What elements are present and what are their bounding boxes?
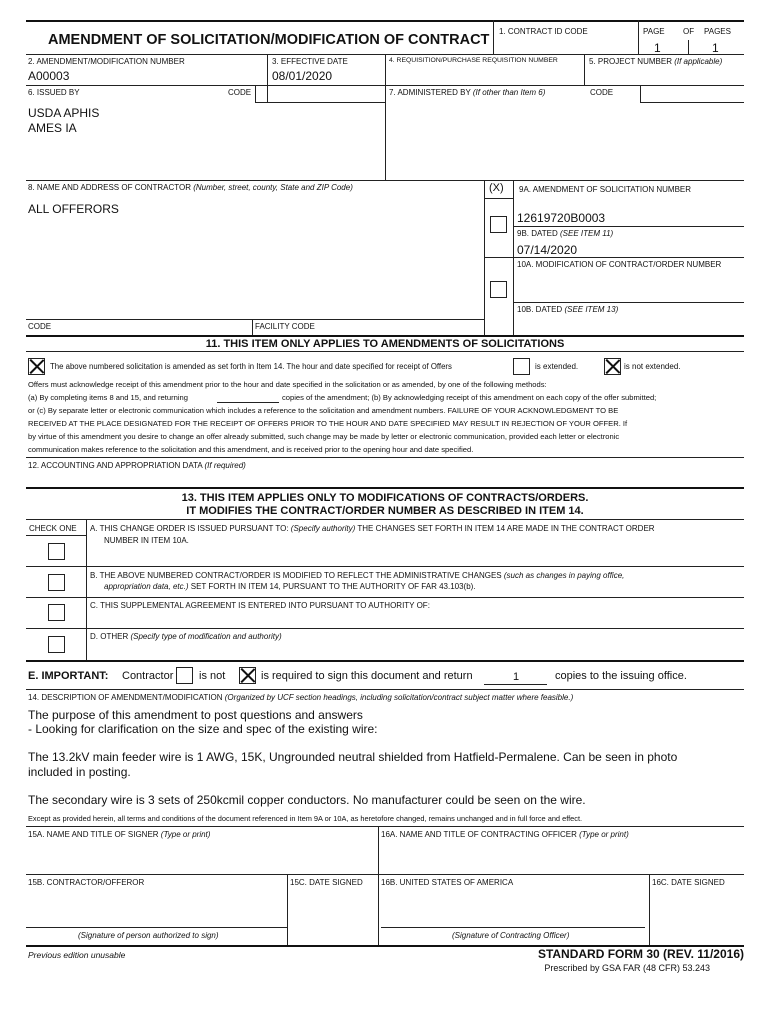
is-not-text: is not <box>199 670 226 682</box>
page-label: PAGE <box>643 27 665 36</box>
signer-name-note: (Type or print) <box>160 830 211 839</box>
amendment-checkbox[interactable] <box>490 216 507 233</box>
option-b-text: B. THE ABOVE NUMBERED CONTRACT/ORDER IS MODIFIED TO REFLECT THE ADMINISTRATIVE CHANGES <box>90 571 502 580</box>
description-line-2[interactable]: - Looking for clarification on the size and spec of the existing wire: <box>28 722 378 736</box>
dated-10b-note: (SEE ITEM 13) <box>564 305 619 314</box>
project-number-note: (If applicable) <box>674 57 723 66</box>
row-line <box>26 826 744 827</box>
divider <box>255 85 256 102</box>
option-d-text: D. OTHER <box>90 632 129 641</box>
divider <box>287 874 288 946</box>
modification-checkbox[interactable] <box>490 281 507 298</box>
row-line <box>513 302 744 303</box>
description-line-1[interactable]: The purpose of this amendment to post questions and answers <box>28 708 363 722</box>
row-line <box>26 689 744 690</box>
contractor-date-label: 15C. DATE SIGNED <box>290 878 363 887</box>
option-c-checkbox[interactable] <box>48 604 65 621</box>
row-line <box>26 628 744 629</box>
row-line <box>640 102 744 103</box>
section-11-paragraph-5: by virtue of this amendment you desire to change an offer already submitted, such change may be made by letter or electronic communication, provided each letter or electronic <box>28 432 620 441</box>
of-label: OF <box>683 27 695 36</box>
row-line <box>26 351 744 352</box>
option-a-checkbox[interactable] <box>48 543 65 560</box>
issued-by-code-label: CODE <box>228 88 252 97</box>
description-label: 14. DESCRIPTION OF AMENDMENT/MODIFICATION <box>28 693 223 702</box>
contractor-note: (Number, street, county, State and ZIP Code) <box>193 183 353 192</box>
not-extended-label: is not extended. <box>624 362 681 371</box>
signer-name-label: 15A. NAME AND TITLE OF SIGNER <box>28 830 159 839</box>
option-d-note: (Specify type of modification and authority) <box>130 632 282 641</box>
contractor-signature-line[interactable] <box>26 927 287 928</box>
is-required-checkbox-checked[interactable] <box>239 667 256 684</box>
divider <box>513 180 514 336</box>
section-11-paragraph-2b: copies of the amendment; (b) By acknowledging receipt of this amendment on each copy of the offer submitted; <box>282 393 657 402</box>
section-13-heading-1: 13. THIS ITEM APPLIES ONLY TO MODIFICATIONS OF CONTRACTS/ORDERS. <box>181 492 589 504</box>
row-line <box>26 597 744 598</box>
contractor-signature-caption: (Signature of person authorized to sign) <box>78 931 219 940</box>
officer-name-note: (Type or print) <box>579 830 629 839</box>
administered-code-label: CODE <box>590 88 614 97</box>
code-label: CODE <box>28 322 52 331</box>
divider <box>252 319 253 336</box>
officer-name-label: 16A. NAME AND TITLE OF CONTRACTING OFFICER <box>381 830 577 839</box>
project-number-label: 5. PROJECT NUMBER <box>589 57 672 66</box>
previous-edition-note: Previous edition unusable <box>28 950 126 960</box>
row-line <box>484 198 513 199</box>
solicitation-number[interactable]: 12619720B0003 <box>517 211 606 225</box>
amendment-number-label: 2. AMENDMENT/MODIFICATION NUMBER <box>28 57 185 66</box>
row-line <box>255 102 385 103</box>
option-b-checkbox[interactable] <box>48 574 65 591</box>
united-states-label: 16B. UNITED STATES OF AMERICA <box>381 878 514 887</box>
not-extended-checkbox-checked[interactable] <box>604 358 621 375</box>
copies-underline <box>484 684 547 685</box>
section-11-paragraph-1: Offers must acknowledge receipt of this amendment prior to the hour and date specified in the solicitation or as amended, by one of the following methods: <box>28 380 547 389</box>
officer-date-label: 16C. DATE SIGNED <box>652 878 725 887</box>
is-required-text: is required to sign this document and return <box>261 670 473 682</box>
contract-id-label: 1. CONTRACT ID CODE <box>499 27 588 36</box>
divider <box>638 20 639 54</box>
copies-blank[interactable] <box>217 402 279 403</box>
section-13-heading-2: IT MODIFIES THE CONTRACT/ORDER NUMBER AS DESCRIBED IN ITEM 14. <box>186 505 584 517</box>
divider <box>649 874 650 946</box>
option-c-text: C. THIS SUPPLEMENTAL AGREEMENT IS ENTERED INTO PURSUANT TO AUTHORITY OF: <box>90 601 430 610</box>
divider <box>385 54 386 180</box>
row-line <box>26 566 744 567</box>
copies-text: copies to the issuing office. <box>555 670 687 682</box>
row-line <box>26 519 744 520</box>
description-line-4[interactable]: included in posting. <box>28 765 131 779</box>
contractor-text: Contractor <box>122 670 174 682</box>
amendment-number[interactable]: A00003 <box>28 69 70 83</box>
row-line <box>26 457 744 458</box>
section-11-heading: 11. THIS ITEM ONLY APPLIES TO AMENDMENTS OF SOLICITATIONS <box>205 338 565 350</box>
section-border <box>26 335 744 337</box>
extended-checkbox[interactable] <box>513 358 530 375</box>
option-a-rest: THE CHANGES SET FORTH IN ITEM 14 ARE MADE IN THE CONTRACT ORDER <box>357 524 655 533</box>
description-line-3[interactable]: The 13.2kV main feeder wire is 1 AWG, 15K, Ungrounded neutral shielded from Hatfield-Permalene. Can be seen in photo <box>28 750 678 764</box>
x-column-header: (X) <box>489 182 504 194</box>
row-line <box>26 535 86 536</box>
accounting-note: (If required) <box>204 461 246 470</box>
divider <box>688 40 689 54</box>
option-a-text-2: NUMBER IN ITEM 10A. <box>104 536 189 545</box>
issued-by-line2[interactable]: AMES IA <box>28 121 77 135</box>
row-line <box>513 226 744 227</box>
dated-9b-note: (SEE ITEM 11) <box>559 229 614 238</box>
section-11-paragraph-3: or (c) By separate letter or electronic communication which includes a reference to the solicitation and amendment numbers. FAILURE OF YOUR ACKNOWLEDGMENT TO BE <box>28 406 619 415</box>
issued-by-label: 6. ISSUED BY <box>28 88 80 97</box>
officer-signature-caption: (Signature of Contracting Officer) <box>452 931 570 940</box>
dated-10b-label: 10B. DATED <box>517 305 563 314</box>
section-border <box>26 487 744 489</box>
copies-count[interactable]: 1 <box>513 671 520 683</box>
section-border <box>26 660 744 662</box>
issued-by-line1[interactable]: USDA APHIS <box>28 106 100 120</box>
solicitation-number-label: 9A. AMENDMENT OF SOLICITATION NUMBER <box>519 185 692 194</box>
row-line <box>26 180 744 181</box>
divider <box>267 54 268 102</box>
option-b-note-2: appropriation data, etc.) <box>104 582 189 591</box>
divider <box>640 85 641 102</box>
divider <box>584 54 585 85</box>
officer-signature-line[interactable] <box>381 927 645 928</box>
accounting-label: 12. ACCOUNTING AND APPROPRIATION DATA <box>28 461 203 470</box>
dated-9b-label: 9B. DATED <box>517 229 558 238</box>
row-line <box>26 85 744 86</box>
description-note: (Organized by UCF section headings, including solicitation/contract subject matter where feasible.) <box>224 693 574 702</box>
check-one-label: CHECK ONE <box>29 524 77 533</box>
standard-form-number: STANDARD FORM 30 (REV. 11/2016) <box>537 947 744 961</box>
modification-number-label: 10A. MODIFICATION OF CONTRACT/ORDER NUMBER <box>517 260 722 269</box>
section-11-paragraph-6: communication makes reference to the solicitation and this amendment, and is received prior to the opening hour and date specified. <box>28 445 474 454</box>
description-line-5[interactable]: The secondary wire is 3 sets of 250kcmil copper conductors. No manufacturer could be seen on the wire. <box>28 793 586 807</box>
option-b-text-2: SET FORTH IN ITEM 14, PURSUANT TO THE AUTHORITY OF FAR 43.103(b). <box>190 582 476 591</box>
terms-unchanged-text: Except as provided herein, all terms and conditions of the document referenced in Item 9A or 10A, as heretofore changed, remains unchanged and in full force and effect. <box>28 814 583 823</box>
section-11-amended-text: The above numbered solicitation is amended as set forth in Item 14. The hour and date specified for receipt of Offers <box>50 362 452 371</box>
divider <box>484 180 485 336</box>
divider <box>378 826 379 946</box>
effective-date-label: 3. EFFECTIVE DATE <box>272 57 348 66</box>
is-not-checkbox[interactable] <box>176 667 193 684</box>
dated-9b-value[interactable]: 07/14/2020 <box>517 243 578 257</box>
pages-count[interactable]: 1 <box>712 41 719 55</box>
option-a-note: (Specify authority) <box>290 524 356 533</box>
section-11-paragraph-2a: (a) By completing items 8 and 15, and returning <box>28 393 188 402</box>
page-number[interactable]: 1 <box>654 41 661 55</box>
amended-checkbox-checked[interactable] <box>28 358 45 375</box>
administered-by-label: 7. ADMINISTERED BY <box>389 88 471 97</box>
contractor-value[interactable]: ALL OFFERORS <box>28 202 119 216</box>
contractor-offeror-label: 15B. CONTRACTOR/OFFEROR <box>28 878 145 887</box>
requisition-label: 4. REQUISITION/PURCHASE REQUISITION NUMBER <box>389 57 558 64</box>
important-label: E. IMPORTANT: <box>28 670 109 682</box>
option-d-checkbox[interactable] <box>48 636 65 653</box>
divider <box>493 20 494 54</box>
top-border <box>26 20 744 22</box>
section-11-paragraph-4: RECEIVED AT THE PLACE DESIGNATED FOR THE RECEIPT OF OFFERS PRIOR TO THE HOUR AND DATE SPECIFIED MAY RESULT IN REJECTION OF YOUR OFFER. If <box>28 419 628 428</box>
contractor-label: 8. NAME AND ADDRESS OF CONTRACTOR <box>28 183 191 192</box>
row-line <box>484 257 744 258</box>
form-title: AMENDMENT OF SOLICITATION/MODIFICATION OF CONTRACT <box>48 32 490 48</box>
effective-date[interactable]: 08/01/2020 <box>272 69 333 83</box>
option-b-note: (such as changes in paying office, <box>503 571 625 580</box>
divider <box>86 519 87 660</box>
prescribed-by: Prescribed by GSA FAR (48 CFR) 53.243 <box>544 963 710 973</box>
pages-label: PAGES <box>704 27 731 36</box>
row-line <box>26 874 744 875</box>
row-line <box>26 319 484 320</box>
facility-code-label: FACILITY CODE <box>255 322 315 331</box>
extended-label: is extended. <box>535 362 579 371</box>
option-a-text: A. THIS CHANGE ORDER IS ISSUED PURSUANT TO: <box>90 524 289 533</box>
administered-by-note: (If other than Item 6) <box>472 88 546 97</box>
